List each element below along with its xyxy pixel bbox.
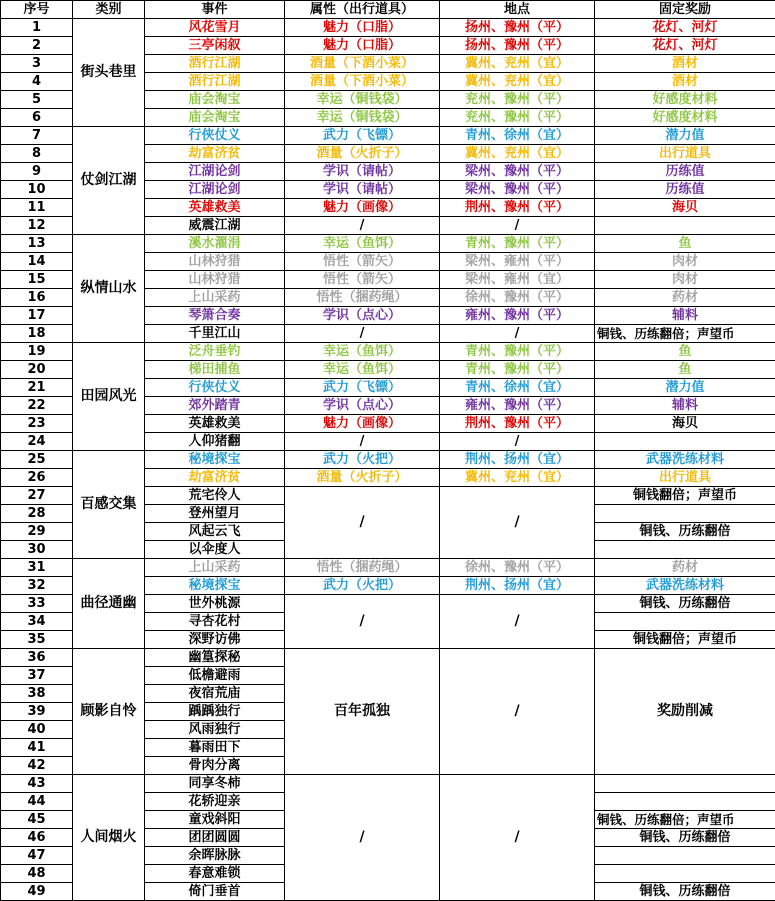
reward-cell: 海贝: [595, 415, 775, 433]
row-index: 14: [1, 253, 73, 271]
event-cell: 团团圆圆: [145, 829, 285, 847]
event-cell: 世外桃源: [145, 595, 285, 613]
event-cell: 溪水濯涓: [145, 235, 285, 253]
header-location: 地点: [440, 1, 595, 19]
header-attribute: 属性（出行道具）: [285, 1, 440, 19]
event-cell: 幽篁探秘: [145, 649, 285, 667]
attribute-cell: 悟性（捆药绳）: [285, 559, 440, 577]
event-cell: 英雄救美: [145, 199, 285, 217]
event-cell: 夜宿荒庙: [145, 685, 285, 703]
attribute-cell: 学识（点心）: [285, 307, 440, 325]
row-index: 7: [1, 127, 73, 145]
category-cell: 仗剑江湖: [73, 127, 145, 235]
attribute-cell: 魅力（画像）: [285, 199, 440, 217]
attribute-cell: 幸运（铜钱袋）: [285, 91, 440, 109]
event-cell: 同享冬柿: [145, 775, 285, 793]
attribute-cell: /: [285, 595, 440, 649]
row-index: 49: [1, 883, 73, 901]
reward-cell: [595, 433, 775, 451]
event-cell: 庙会淘宝: [145, 109, 285, 127]
attribute-cell: 魅力（口脂）: [285, 37, 440, 55]
location-cell: 青州、徐州（宜）: [440, 127, 595, 145]
attribute-cell: /: [285, 775, 440, 901]
location-cell: 荆州、扬州（宜）: [440, 451, 595, 469]
table-row: [1, 235, 775, 253]
reward-cell: 铜钱、历练翻倍: [595, 829, 775, 847]
attribute-cell: 幸运（铜钱袋）: [285, 109, 440, 127]
header-reward: 固定奖励: [595, 1, 775, 19]
event-cell: 踽踽独行: [145, 703, 285, 721]
row-index: 24: [1, 433, 73, 451]
event-cell: 上山采药: [145, 559, 285, 577]
event-cell: 荒宅伶人: [145, 487, 285, 505]
row-index: 19: [1, 343, 73, 361]
category-cell: 顾影自怜: [73, 649, 145, 775]
reward-cell: 好感度材料: [595, 91, 775, 109]
event-cell: 人仰猪翻: [145, 433, 285, 451]
event-cell: 威震江湖: [145, 217, 285, 235]
row-index: 32: [1, 577, 73, 595]
reward-cell: 武器洗练材料: [595, 577, 775, 595]
row-index: 11: [1, 199, 73, 217]
event-cell: 骨肉分离: [145, 757, 285, 775]
table-row: [1, 649, 775, 667]
event-cell: 春意难锁: [145, 865, 285, 883]
row-index: 38: [1, 685, 73, 703]
reward-cell: 鱼: [595, 235, 775, 253]
location-cell: 扬州、豫州（平）: [440, 19, 595, 37]
row-index: 6: [1, 109, 73, 127]
reward-cell: [595, 217, 775, 235]
attribute-cell: 学识（请帖）: [285, 181, 440, 199]
reward-cell: 海贝: [595, 199, 775, 217]
reward-cell: 武器洗练材料: [595, 451, 775, 469]
reward-cell: 花灯、河灯: [595, 19, 775, 37]
row-index: 17: [1, 307, 73, 325]
attribute-cell: 悟性（箭矢）: [285, 253, 440, 271]
attribute-cell: 幸运（鱼饵）: [285, 343, 440, 361]
header-category: 类别: [73, 1, 145, 19]
reward-cell: 铜钱、历练翻倍: [595, 595, 775, 613]
row-index: 9: [1, 163, 73, 181]
reward-cell: 出行道具: [595, 145, 775, 163]
row-index: 13: [1, 235, 73, 253]
event-cell: 琴箫合奏: [145, 307, 285, 325]
reward-cell: 奖励削减: [595, 649, 775, 775]
event-cell: 酒行江湖: [145, 55, 285, 73]
attribute-cell: 悟性（捆药绳）: [285, 289, 440, 307]
row-index: 26: [1, 469, 73, 487]
reward-cell: 铜钱、历练翻倍: [595, 523, 775, 541]
reward-cell: [595, 505, 775, 523]
category-cell: 曲径通幽: [73, 559, 145, 649]
row-index: 2: [1, 37, 73, 55]
row-index: 20: [1, 361, 73, 379]
row-index: 16: [1, 289, 73, 307]
attribute-cell: 酒量（火折子）: [285, 145, 440, 163]
event-cell: 登州望月: [145, 505, 285, 523]
event-cell: 倚门垂首: [145, 883, 285, 901]
reward-cell: 辅料: [595, 397, 775, 415]
row-index: 23: [1, 415, 73, 433]
row-index: 15: [1, 271, 73, 289]
reward-cell: 鱼: [595, 343, 775, 361]
row-index: 33: [1, 595, 73, 613]
reward-cell: 药材: [595, 289, 775, 307]
reward-cell: 酒材: [595, 55, 775, 73]
location-cell: 荆州、扬州（宜）: [440, 577, 595, 595]
row-index: 39: [1, 703, 73, 721]
event-cell: 江湖论剑: [145, 181, 285, 199]
row-index: 1: [1, 19, 73, 37]
location-cell: 冀州、兖州（宜）: [440, 145, 595, 163]
reward-cell: [595, 775, 775, 793]
row-index: 8: [1, 145, 73, 163]
event-cell: 酒行江湖: [145, 73, 285, 91]
attribute-cell: 武力（飞镖）: [285, 127, 440, 145]
event-cell: 庙会淘宝: [145, 91, 285, 109]
event-cell: 劫富济贫: [145, 145, 285, 163]
reward-cell: 酒材: [595, 73, 775, 91]
event-cell: 上山采药: [145, 289, 285, 307]
attribute-cell: 酒量（火折子）: [285, 469, 440, 487]
reward-cell: 鱼: [595, 361, 775, 379]
event-cell: 英雄救美: [145, 415, 285, 433]
row-index: 43: [1, 775, 73, 793]
location-cell: /: [440, 217, 595, 235]
location-cell: /: [440, 433, 595, 451]
header-row: [1, 1, 775, 19]
location-cell: /: [440, 775, 595, 901]
row-index: 10: [1, 181, 73, 199]
event-cell: 寻杏花村: [145, 613, 285, 631]
reward-cell: 花灯、河灯: [595, 37, 775, 55]
event-cell: 千里江山: [145, 325, 285, 343]
event-cell: 行侠仗义: [145, 127, 285, 145]
row-index: 29: [1, 523, 73, 541]
reward-cell: [595, 865, 775, 883]
event-cell: 山林狩猎: [145, 253, 285, 271]
attribute-cell: /: [285, 325, 440, 343]
location-cell: 梁州、豫州（平）: [440, 163, 595, 181]
attribute-cell: 酒量（下酒小菜）: [285, 73, 440, 91]
location-cell: 青州、豫州（平）: [440, 343, 595, 361]
table-row: [1, 775, 775, 793]
row-index: 48: [1, 865, 73, 883]
attribute-cell: 武力（火把）: [285, 577, 440, 595]
attribute-cell: 悟性（箭矢）: [285, 271, 440, 289]
reward-cell: 出行道具: [595, 469, 775, 487]
reward-cell: 肉材: [595, 271, 775, 289]
attribute-cell: 魅力（口脂）: [285, 19, 440, 37]
location-cell: 兖州、豫州（平）: [440, 109, 595, 127]
location-cell: 梁州、雍州（宜）: [440, 271, 595, 289]
location-cell: 雍州、豫州（平）: [440, 307, 595, 325]
location-cell: 青州、豫州（平）: [440, 361, 595, 379]
category-cell: 人间烟火: [73, 775, 145, 901]
row-index: 3: [1, 55, 73, 73]
reward-cell: [595, 847, 775, 865]
event-cell: 以伞度人: [145, 541, 285, 559]
table-row: [1, 451, 775, 469]
event-cell: 梯田捕鱼: [145, 361, 285, 379]
row-index: 28: [1, 505, 73, 523]
row-index: 5: [1, 91, 73, 109]
attribute-cell: 学识（点心）: [285, 397, 440, 415]
row-index: 12: [1, 217, 73, 235]
attribute-cell: 学识（请帖）: [285, 163, 440, 181]
reward-cell: 潜力值: [595, 379, 775, 397]
header-index: 序号: [1, 1, 73, 19]
event-cell: 余晖脉脉: [145, 847, 285, 865]
reward-cell: 铜钱、历练翻倍: [595, 883, 775, 901]
event-cell: 行侠仗义: [145, 379, 285, 397]
location-cell: 荆州、豫州（平）: [440, 199, 595, 217]
attribute-cell: 幸运（鱼饵）: [285, 235, 440, 253]
category-cell: 百感交集: [73, 451, 145, 559]
event-cell: 泛舟垂钓: [145, 343, 285, 361]
row-index: 47: [1, 847, 73, 865]
location-cell: 冀州、兖州（宜）: [440, 73, 595, 91]
reward-cell: [595, 541, 775, 559]
reward-cell: 好感度材料: [595, 109, 775, 127]
header-event: 事件: [145, 1, 285, 19]
attribute-cell: 魅力（画像）: [285, 415, 440, 433]
location-cell: 雍州、豫州（平）: [440, 397, 595, 415]
event-cell: 风雨独行: [145, 721, 285, 739]
location-cell: /: [440, 595, 595, 649]
location-cell: 扬州、豫州（平）: [440, 37, 595, 55]
attribute-cell: 武力（飞镖）: [285, 379, 440, 397]
attribute-cell: 幸运（鱼饵）: [285, 361, 440, 379]
row-index: 40: [1, 721, 73, 739]
location-cell: 荆州、豫州（平）: [440, 415, 595, 433]
row-index: 27: [1, 487, 73, 505]
row-index: 18: [1, 325, 73, 343]
event-cell: 低檐避雨: [145, 667, 285, 685]
row-index: 30: [1, 541, 73, 559]
reward-cell: 铜钱翻倍；声望币: [595, 631, 775, 649]
attribute-cell: /: [285, 487, 440, 559]
reward-cell: [595, 793, 775, 811]
row-index: 31: [1, 559, 73, 577]
event-cell: 三亭闲叙: [145, 37, 285, 55]
row-index: 44: [1, 793, 73, 811]
attribute-cell: /: [285, 433, 440, 451]
table-row: [1, 19, 775, 37]
row-index: 25: [1, 451, 73, 469]
category-cell: 田园风光: [73, 343, 145, 451]
attribute-cell: 百年孤独: [285, 649, 440, 775]
table-body: [1, 19, 775, 901]
location-cell: 兖州、豫州（平）: [440, 91, 595, 109]
event-cell: 童戏斜阳: [145, 811, 285, 829]
event-cell: 花轿迎亲: [145, 793, 285, 811]
table-row: [1, 343, 775, 361]
event-cell: 劫富济贫: [145, 469, 285, 487]
location-cell: 梁州、雍州（平）: [440, 253, 595, 271]
category-cell: 街头巷里: [73, 19, 145, 127]
location-cell: 梁州、豫州（平）: [440, 181, 595, 199]
reward-cell: 铜钱翻倍；声望币: [595, 487, 775, 505]
location-cell: /: [440, 487, 595, 559]
row-index: 46: [1, 829, 73, 847]
event-cell: 深野访佛: [145, 631, 285, 649]
location-cell: /: [440, 649, 595, 775]
table-row: [1, 127, 775, 145]
event-cell: 郊外踏青: [145, 397, 285, 415]
location-cell: /: [440, 325, 595, 343]
location-cell: 冀州、兖州（宜）: [440, 55, 595, 73]
event-cell: 风花雪月: [145, 19, 285, 37]
event-cell: 秘境探宝: [145, 451, 285, 469]
event-cell: 秘境探宝: [145, 577, 285, 595]
location-cell: 冀州、兖州（宜）: [440, 469, 595, 487]
table-row: [1, 559, 775, 577]
location-cell: 徐州、豫州（平）: [440, 289, 595, 307]
row-index: 34: [1, 613, 73, 631]
row-index: 45: [1, 811, 73, 829]
location-cell: 青州、豫州（平）: [440, 235, 595, 253]
reward-cell: 肉材: [595, 253, 775, 271]
reward-cell: 铜钱、历练翻倍；声望币: [595, 811, 775, 829]
location-cell: 青州、徐州（宜）: [440, 379, 595, 397]
row-index: 4: [1, 73, 73, 91]
row-index: 22: [1, 397, 73, 415]
event-cell: 暮雨田下: [145, 739, 285, 757]
reward-cell: 历练值: [595, 181, 775, 199]
attribute-cell: 酒量（下酒小菜）: [285, 55, 440, 73]
reward-cell: 历练值: [595, 163, 775, 181]
attribute-cell: /: [285, 217, 440, 235]
reward-cell: 药材: [595, 559, 775, 577]
reward-cell: [595, 613, 775, 631]
reward-cell: 潜力值: [595, 127, 775, 145]
row-index: 42: [1, 757, 73, 775]
category-cell: 纵情山水: [73, 235, 145, 343]
reward-cell: 辅料: [595, 307, 775, 325]
row-index: 21: [1, 379, 73, 397]
event-cell: 江湖论剑: [145, 163, 285, 181]
event-cell: 风起云飞: [145, 523, 285, 541]
attribute-cell: 武力（火把）: [285, 451, 440, 469]
reward-cell: 铜钱、历练翻倍；声望币: [595, 325, 775, 343]
row-index: 37: [1, 667, 73, 685]
location-cell: 徐州、豫州（平）: [440, 559, 595, 577]
row-index: 41: [1, 739, 73, 757]
row-index: 36: [1, 649, 73, 667]
event-cell: 山林狩猎: [145, 271, 285, 289]
row-index: 35: [1, 631, 73, 649]
